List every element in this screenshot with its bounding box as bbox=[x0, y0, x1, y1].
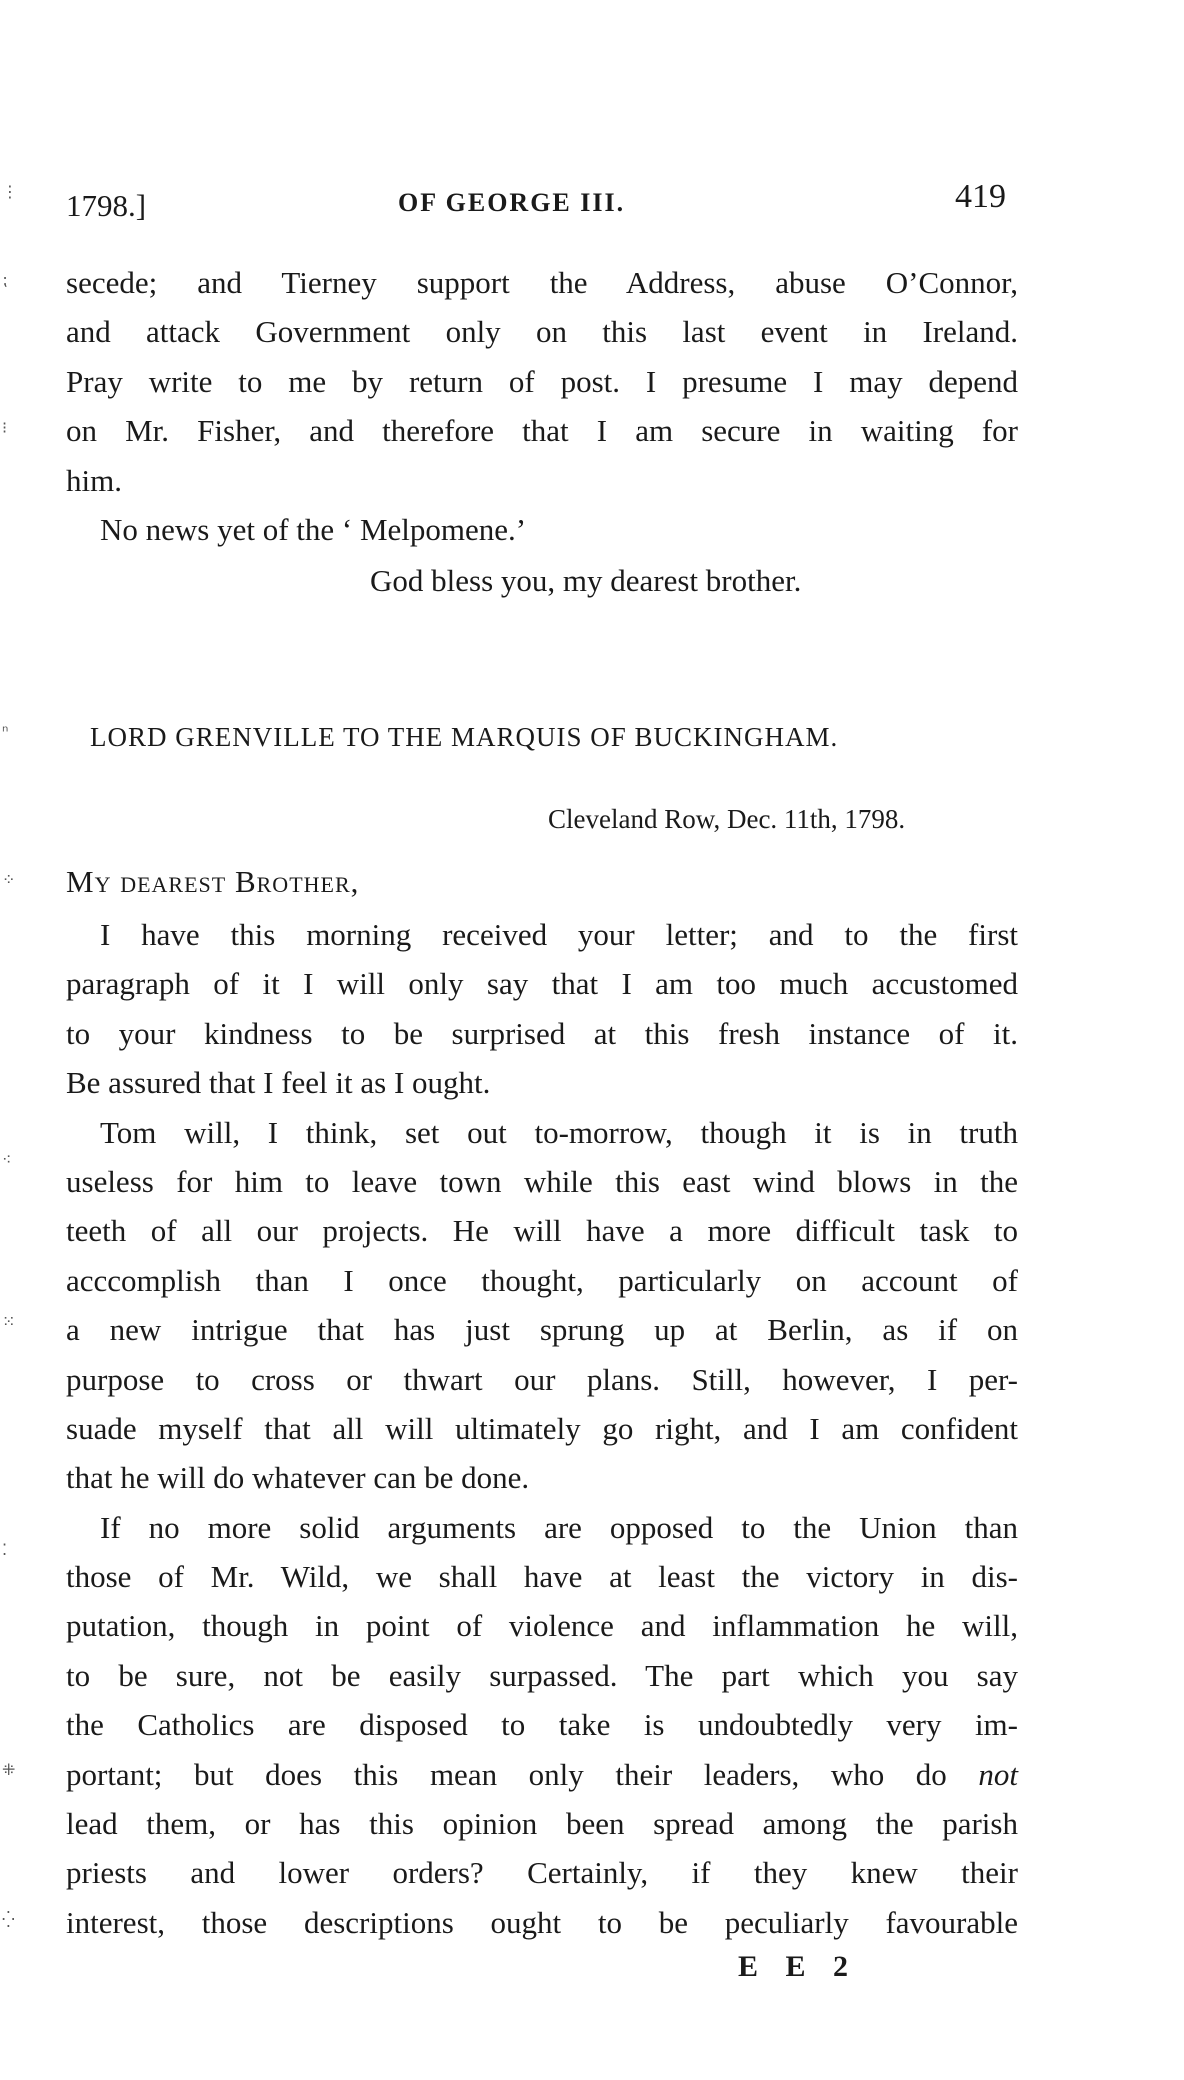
gutter-speck: ⁛ bbox=[2, 1910, 15, 1929]
text-line: him. bbox=[66, 462, 122, 498]
text-line: Pray write to me by return of post. I presume I may depend bbox=[66, 363, 1018, 399]
text-line: to be sure, not be easily surpassed. The part which you say bbox=[66, 1657, 1018, 1693]
text-line: those of Mr. Wild, we shall have at least the victory in dis- bbox=[66, 1559, 1018, 1595]
text-line: suade myself that all will ultimately go right, and I am confident bbox=[66, 1410, 1018, 1446]
gutter-speck: ⁙ bbox=[2, 1312, 16, 1331]
text-line: on Mr. Fisher, and therefore that I am secure in waiting for bbox=[66, 413, 1018, 449]
gutter-speck: ⁿ bbox=[2, 722, 9, 741]
text-line: the Catholics are disposed to take is undoubtedly very im- bbox=[66, 1707, 1018, 1743]
text-fragment: portant; but does this mean only their leaders, who do bbox=[66, 1756, 947, 1792]
text-line: a new intrigue that has just sprung up at Berlin, as if on bbox=[66, 1312, 1018, 1348]
text-line: Be assured that I feel it as I ought. bbox=[66, 1065, 491, 1101]
letter-body bbox=[66, 910, 1018, 1947]
gutter-speck: ⁜ bbox=[2, 1760, 16, 1779]
text-line: and attack Government only on this last event in Ireland. bbox=[66, 314, 1018, 350]
text-line: that he will do whatever can be done. bbox=[66, 1460, 530, 1496]
gutter-speck: ⁖ bbox=[2, 1150, 12, 1169]
gutter-speck: ⋮ bbox=[2, 182, 18, 201]
letter-heading: LORD GRENVILLE TO THE MARQUIS OF BUCKINGHAM. bbox=[90, 722, 839, 752]
gutter-speck: ⁘ bbox=[2, 870, 16, 889]
text-line: interest, those descriptions ought to be peculiarly favourable bbox=[66, 1904, 1018, 1940]
letter-place-date: Cleveland Row, Dec. 11th, 1798. bbox=[548, 804, 906, 834]
closing-line: God bless you, my dearest brother. bbox=[370, 563, 802, 598]
running-head-title: OF GEORGE III. bbox=[398, 188, 626, 217]
emphasis-word: not bbox=[978, 1756, 1018, 1792]
text-line: acccomplish than I once thought, particularly on account of bbox=[66, 1262, 1018, 1298]
running-head bbox=[66, 178, 1006, 228]
text-line: secede; and Tierney support the Address, abuse O’Connor, bbox=[66, 265, 1018, 300]
scan-gutter-marks bbox=[2, 0, 32, 2080]
text-line: purpose to cross or thwart our plans. Still, however, I per- bbox=[66, 1361, 1018, 1397]
page-number: 419 bbox=[955, 178, 1006, 215]
gutter-speck: ⁝ bbox=[2, 418, 8, 437]
salutation: My dearest Brother, bbox=[66, 864, 360, 899]
text-line-with-emphasis bbox=[66, 1750, 1018, 1799]
text-line: lead them, or has this opinion been spread among the parish bbox=[66, 1806, 1018, 1842]
running-head-year: 1798.] bbox=[66, 188, 147, 223]
text-line: to your kindness to be surprised at this fresh instance of it. bbox=[66, 1015, 1018, 1051]
text-line: I have this morning received your letter; and to the first bbox=[100, 917, 1018, 952]
text-line: putation, though in point of violence and inflammation he will, bbox=[66, 1608, 1018, 1644]
continued-letter bbox=[66, 258, 1018, 554]
gutter-speck: ⁚ bbox=[2, 1540, 8, 1559]
text-line: Tom will, I think, set out to-morrow, though it is in truth bbox=[100, 1114, 1018, 1150]
text-line: If no more solid arguments are opposed to the Union than bbox=[100, 1509, 1018, 1545]
text-line: useless for him to leave town while this east wind blows in the bbox=[66, 1163, 1018, 1199]
text-line: teeth of all our projects. He will have a more difficult task to bbox=[66, 1213, 1018, 1249]
gutter-speck: ⁏ bbox=[2, 270, 8, 289]
text-line: paragraph of it I will only say that I am too much accustomed bbox=[66, 966, 1018, 1002]
postscript: No news yet of the ‘ Melpomene.’ bbox=[100, 511, 527, 547]
signature-mark: E E 2 bbox=[738, 1950, 859, 1983]
text-line: priests and lower orders? Certainly, if they knew their bbox=[66, 1855, 1018, 1891]
